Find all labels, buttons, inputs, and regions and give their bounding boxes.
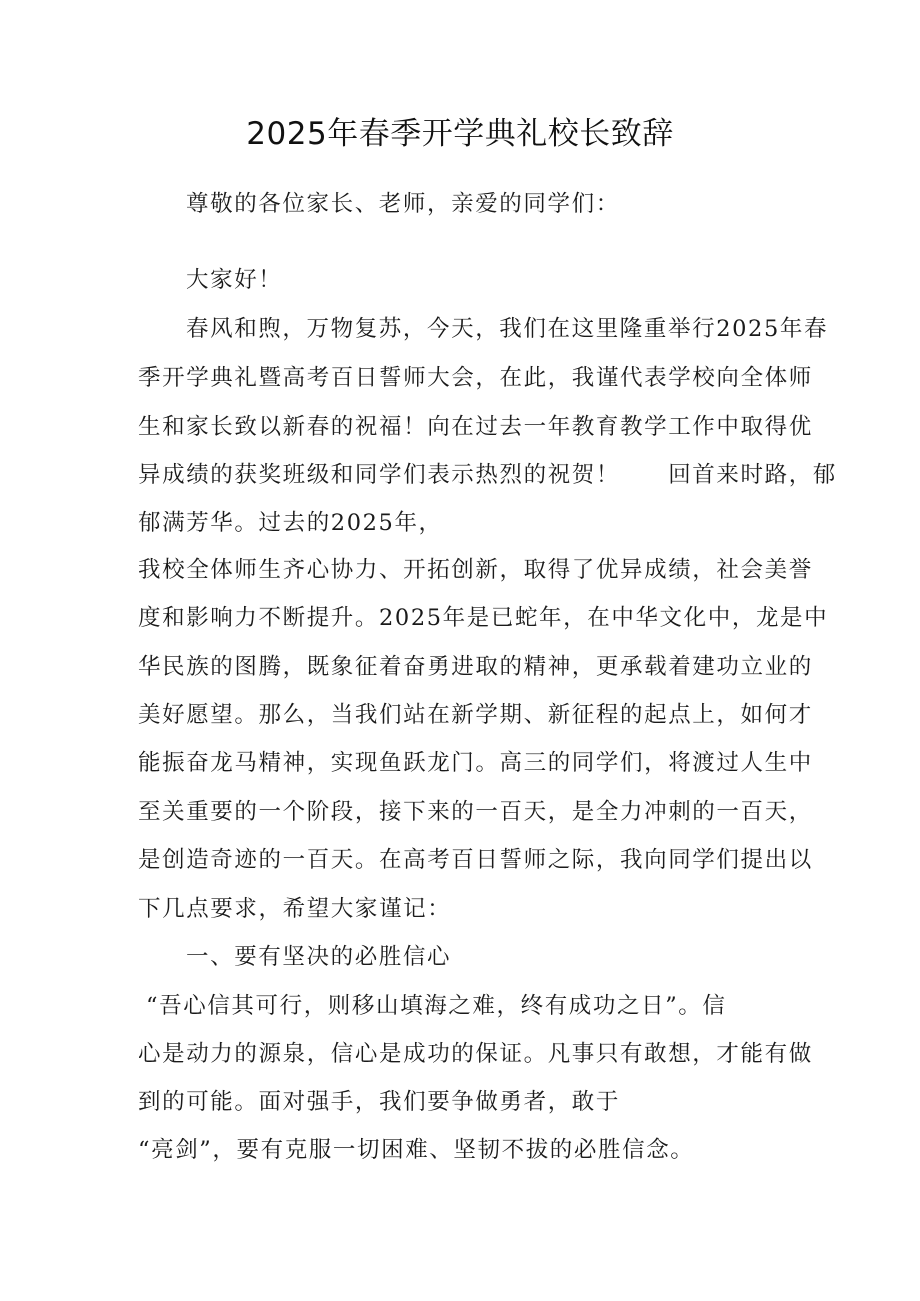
- paragraph-line: 下几点要求，希望大家谨记：: [138, 896, 452, 922]
- section-heading: 一、要有坚决的必胜信心: [186, 944, 452, 970]
- greeting-line: 大家好！: [186, 267, 283, 293]
- paragraph-line: 季开学典礼暨高考百日誓师大会，在此，我谨代表学校向全体师: [138, 365, 813, 391]
- paragraph-line: 异成绩的获奖班级和同学们表示热烈的祝贺！ 回首来时路，郁: [138, 462, 837, 488]
- paragraph-line: 华民族的图腾，既象征着奋勇进取的精神，更承载着建功立业的: [138, 654, 813, 680]
- paragraph-line: 我校全体师生齐心协力、开拓创新，取得了优异成绩，社会美誉: [138, 557, 813, 583]
- paragraph-line: 美好愿望。那么，当我们站在新学期、新征程的起点上，如何才: [138, 702, 813, 728]
- paragraph-line: “吾心信其可行，则移山填海之难，终有成功之日”。信: [146, 993, 727, 1019]
- document-title: 2025年春季开学典礼校长致辞: [246, 116, 674, 152]
- paragraph-line: 春风和煦，万物复苏，今天，我们在这里隆重举行2025年春: [186, 316, 829, 342]
- paragraph-line: 度和影响力不断提升。2025年是已蛇年，在中华文化中，龙是中: [138, 605, 829, 631]
- paragraph-line: 能振奋龙马精神，实现鱼跃龙门。高三的同学们，将渡过人生中: [138, 750, 813, 776]
- paragraph-line: 郁满芳华。过去的2025年，: [138, 510, 443, 536]
- paragraph-line: 至关重要的一个阶段，接下来的一百天，是全力冲刺的一百天，: [138, 799, 813, 825]
- paragraph-line: “亮剑”，要有克服一切困难、坚韧不拔的必胜信念。: [138, 1137, 695, 1163]
- paragraph-line: 是创造奇迹的一百天。在高考百日誓师之际，我向同学们提出以: [138, 847, 813, 873]
- paragraph-line: 到的可能。面对强手，我们要争做勇者，敢于: [138, 1089, 621, 1115]
- paragraph-line: 生和家长致以新春的祝福！向在过去一年教育教学工作中取得优: [138, 414, 813, 440]
- salutation-line: 尊敬的各位家长、老师，亲爱的同学们：: [186, 191, 620, 217]
- paragraph-line: 心是动力的源泉，信心是成功的保证。凡事只有敢想，才能有做: [138, 1041, 813, 1067]
